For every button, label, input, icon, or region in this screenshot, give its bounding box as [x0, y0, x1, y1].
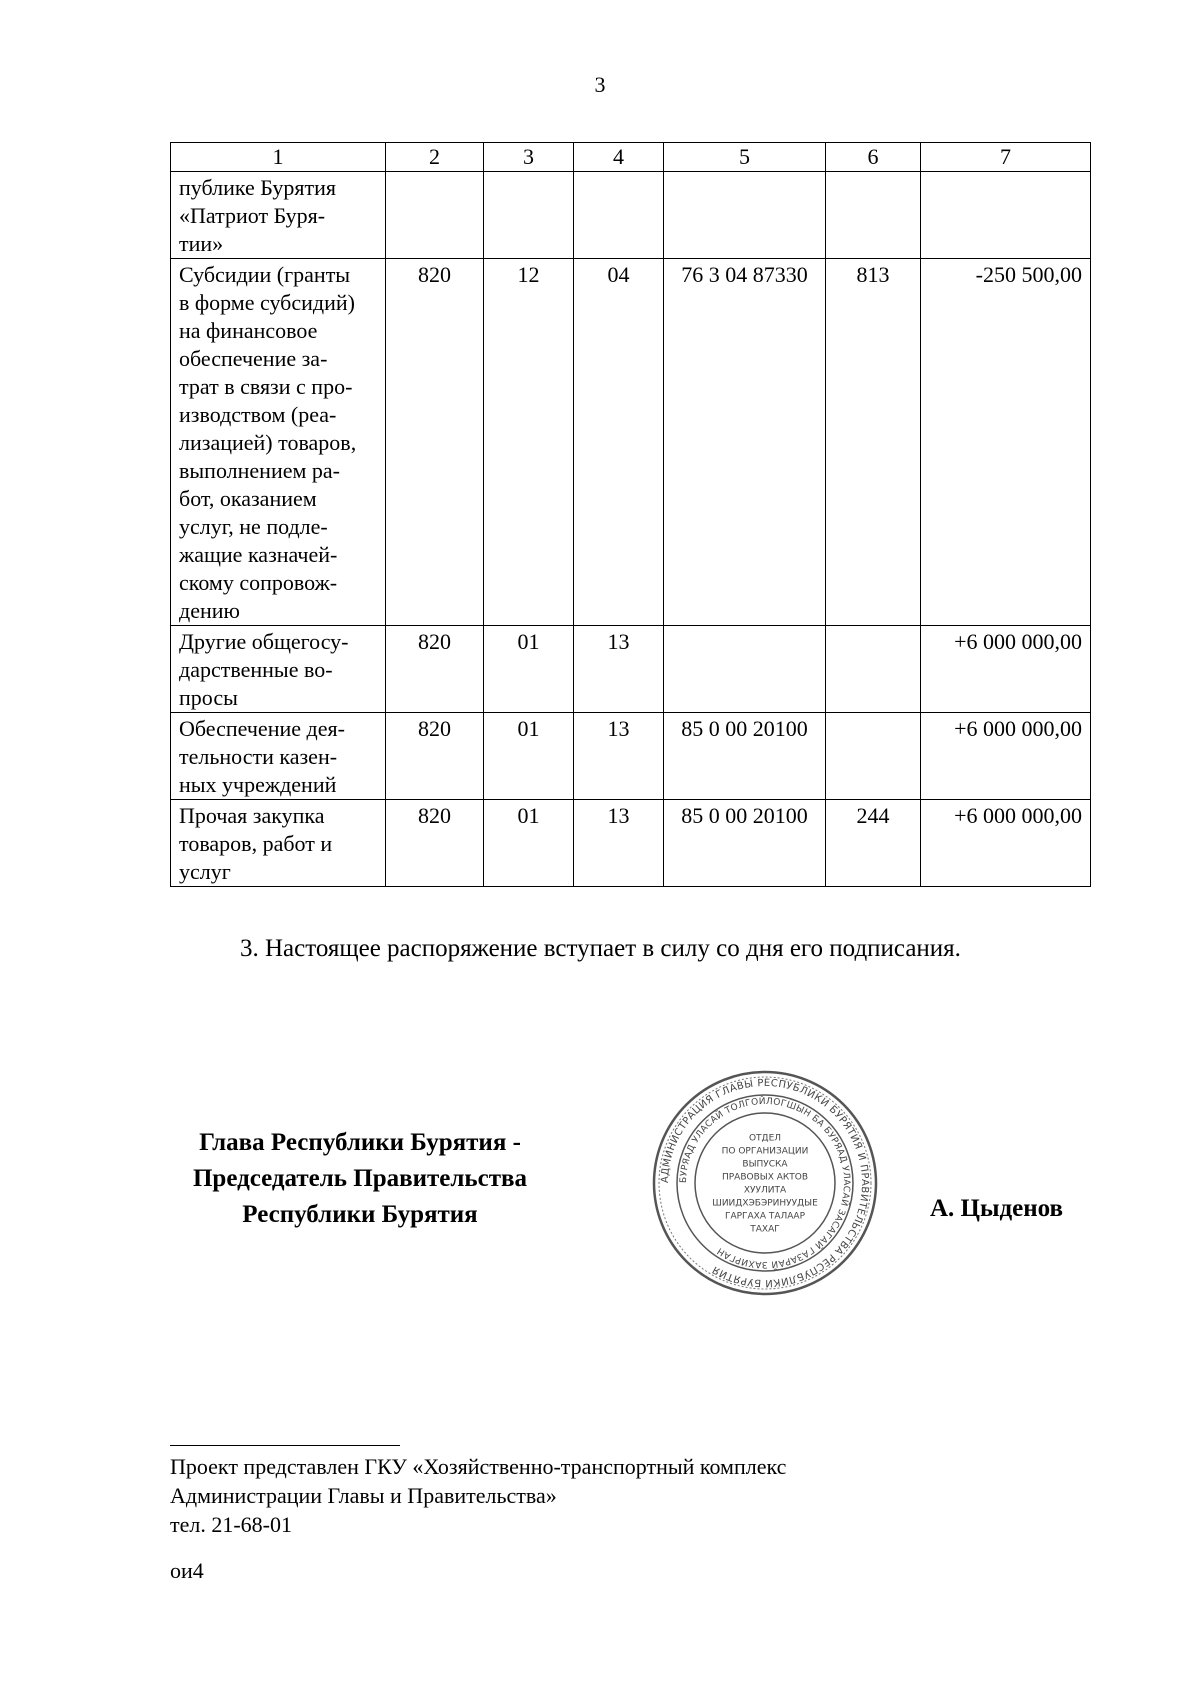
row-name-cell [171, 713, 386, 800]
expense-type-cell: 244 [826, 800, 921, 887]
amount-cell [921, 172, 1091, 259]
row-name-line: Субсидии (гранты [179, 262, 351, 287]
row-name-line: Прочая закупка [179, 803, 325, 828]
chapter-code-cell [386, 172, 484, 259]
target-article-cell: 85 0 00 20100 [664, 800, 826, 887]
row-name-line: жащие казначей- [179, 542, 338, 567]
signer-name: А. Цыденов [930, 1195, 1064, 1222]
amount-cell: +6 000 000,00 [921, 713, 1091, 800]
seal-center-line: ОТДЕЛ [748, 1133, 782, 1144]
expense-type-cell: 813 [826, 259, 921, 626]
column-header: 6 [826, 143, 921, 172]
seal-center-line: ВЫПУСКА [742, 1159, 788, 1170]
section-code-cell: 01 [484, 713, 574, 800]
seal-center-line: ШИИДХЭБЭРИНУУДЫЕ [712, 1198, 818, 1209]
footnote-divider [170, 1445, 400, 1446]
seal-center-line: ТАХАГ [750, 1224, 780, 1235]
seal-center-line: ХУУЛИТА [743, 1185, 787, 1196]
footnote-line: Администрации Главы и Правительства» [170, 1483, 557, 1508]
row-name-line: тельности казен- [179, 744, 338, 769]
chapter-code-cell: 820 [386, 713, 484, 800]
column-header: 4 [574, 143, 664, 172]
signer-title-line: Республики Бурятия [242, 1201, 478, 1228]
row-name-line: изводством (реа- [179, 402, 337, 427]
table-row [171, 626, 1091, 713]
chapter-code-cell: 820 [386, 259, 484, 626]
table-row [171, 259, 1091, 626]
target-article-cell: 76 3 04 87330 [664, 259, 826, 626]
row-name-line: Обеспечение дея- [179, 716, 345, 741]
row-name-line: в форме субсидий) [179, 290, 355, 315]
official-seal [650, 1068, 880, 1298]
subsection-code-cell: 13 [574, 713, 664, 800]
row-name-line: ных учреждений [179, 772, 337, 797]
row-name-cell [171, 259, 386, 626]
row-name-line: скому сопровож- [179, 570, 338, 595]
signer-title [170, 1125, 550, 1233]
table-row [171, 800, 1091, 887]
row-name-line: публике Бурятия [179, 175, 336, 200]
subsection-code-cell: 13 [574, 626, 664, 713]
row-name-line: дарственные во- [179, 657, 333, 682]
subsection-code-cell: 13 [574, 800, 664, 887]
seal-center-line: ГАРГАХА ТАЛААР [724, 1211, 806, 1222]
table-row [171, 713, 1091, 800]
row-name-line: услуг [179, 859, 231, 884]
expense-type-cell [826, 172, 921, 259]
seal-center-line: ПРАВОВЫХ АКТОВ [721, 1172, 809, 1183]
section-code-cell [484, 172, 574, 259]
row-name-line: обеспечение за- [179, 346, 328, 371]
row-name-line: товаров, работ и [179, 831, 333, 856]
row-name-line: Другие общегосу- [179, 629, 349, 654]
row-name-cell [171, 800, 386, 887]
footnote [170, 1452, 1070, 1539]
row-name-line: просы [179, 685, 238, 710]
signer-title-line: Председатель Правительства [192, 1165, 528, 1192]
section-code-cell: 12 [484, 259, 574, 626]
row-name-line: «Патриот Буря- [179, 203, 326, 228]
target-article-cell: 85 0 00 20100 [664, 713, 826, 800]
column-header: 2 [386, 143, 484, 172]
subsection-code-cell: 04 [574, 259, 664, 626]
footnote-line: тел. 21-68-01 [170, 1512, 293, 1537]
amount-cell: +6 000 000,00 [921, 626, 1091, 713]
table-body [171, 172, 1091, 887]
section-code-cell: 01 [484, 800, 574, 887]
expense-type-cell [826, 713, 921, 800]
row-name-line: тии» [179, 231, 224, 256]
row-name-line: выполнением ра- [179, 458, 340, 483]
column-header: 3 [484, 143, 574, 172]
row-name-line: бот, оказанием [179, 486, 317, 511]
expense-type-cell [826, 626, 921, 713]
row-name-line: лизацией) товаров, [179, 430, 357, 455]
page-number: 3 [594, 72, 606, 97]
signer-title-line: Глава Республики Бурятия - [199, 1129, 521, 1156]
row-name-line: услуг, не подле- [179, 514, 328, 539]
footnote-line: Проект представлен ГКУ «Хозяйственно-транспортный комплекс [170, 1454, 787, 1479]
budget-table [170, 142, 1091, 887]
row-name-line: дению [179, 598, 240, 623]
column-header: 1 [171, 143, 386, 172]
row-name-cell [171, 172, 386, 259]
chapter-code-cell: 820 [386, 800, 484, 887]
row-name-cell [171, 626, 386, 713]
table-row [171, 172, 1091, 259]
seal-inner-text: БУРЯАД УЛАСАЙ ТОЛГОЙЛОГШЫН БА БУРЯАД УЛАСАЙ ЗАСАГАЙ ГАЗАРАЙ ЗАХИРГАН [678, 1096, 852, 1270]
column-header: 7 [921, 143, 1091, 172]
row-name-line: трат в связи с про- [179, 374, 353, 399]
seal-center-line: ПО ОРГАНИЗАЦИИ [721, 1146, 809, 1157]
section-code-cell: 01 [484, 626, 574, 713]
target-article-cell [664, 172, 826, 259]
table-header-row [171, 143, 1091, 172]
subsection-code-cell [574, 172, 664, 259]
document-code: ои4 [170, 1558, 204, 1583]
row-name-line: на финансовое [179, 318, 318, 343]
amount-cell: -250 500,00 [921, 259, 1091, 626]
seal-outer-text: АДМИНИСТРАЦИЯ ГЛАВЫ РЕСПУБЛИКИ БУРЯТИЯ И ПРАВИТЕЛЬСТВА РЕСПУБЛИКИ БУРЯТИЯ [659, 1077, 871, 1289]
clause-3: 3. Настоящее распоряжение вступает в силу со дня его подписания. [240, 935, 961, 962]
column-header: 5 [664, 143, 826, 172]
target-article-cell [664, 626, 826, 713]
amount-cell: +6 000 000,00 [921, 800, 1091, 887]
chapter-code-cell: 820 [386, 626, 484, 713]
